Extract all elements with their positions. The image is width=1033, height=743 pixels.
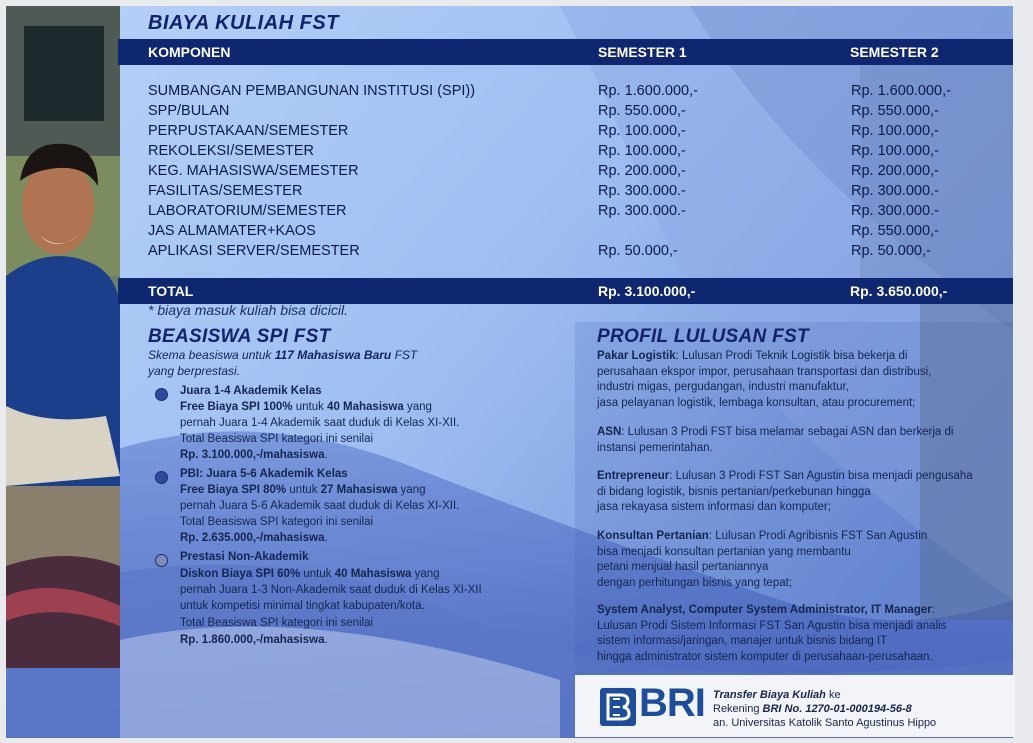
- fee-row: REKOLEKSI/SEMESTER Rp. 100.000,- Rp. 100.000,-: [148, 143, 939, 159]
- scholarship-item-amount: Rp. 2.635.000,-/mahasiswa.: [180, 532, 328, 544]
- account-holder: an. Universitas Katolik Santo Agustinus Hippo: [713, 717, 937, 729]
- scholarship-item-title: PBI: Juara 5-6 Akademik Kelas: [180, 468, 348, 480]
- fee-row: SPP/BULAN Rp. 550.000,- Rp. 550.000,-: [148, 103, 939, 119]
- bri-logo-icon: [599, 687, 637, 727]
- scholarship-intro-2: yang berprestasi.: [148, 364, 241, 378]
- scholarship-item-line: Total Beasiswa SPI kategori ini senilai: [180, 433, 374, 445]
- total-semester-1: Rp. 3.100.000,-: [598, 283, 696, 299]
- scholarship-item-line: Free Biaya SPI 100% untuk 40 Mahasiswa yang: [180, 401, 432, 413]
- bri-logo-text: BRI: [639, 681, 705, 725]
- total-semester-2: Rp. 3.650.000,-: [850, 283, 948, 299]
- scholarship-item-title: Prestasi Non-Akademik: [180, 551, 309, 563]
- fee-title: BIAYA KULIAH FST: [148, 12, 339, 34]
- profile-entry: ASN: Lulusan 3 Prodi FST bisa melamar sebagai ASN dan berkerja di instansi pemerintahan.: [597, 426, 954, 454]
- scholarship-item-line: Diskon Biaya SPI 60% untuk 40 Mahasiswa yang: [180, 568, 440, 580]
- bullet-icon: [155, 471, 168, 484]
- scholarship-item-line: Free Biaya SPI 80% untuk 27 Mahasiswa yang: [180, 484, 426, 496]
- bullet-icon: [155, 554, 168, 567]
- bullet-icon: [155, 388, 168, 401]
- profile-entry: Entrepreneur: Lulusan 3 Prodi FST San Agustin bisa menjadi pengusaha di bidang logistik, bisnis pertanian/perkebunan hingga jasa rekayasa sistem informasi dan komputer;: [597, 470, 973, 513]
- scholarship-item-line: Total Beasiswa SPI kategori ini senilai: [180, 617, 374, 629]
- scholarship-item-line: pernah Juara 5-6 Akademik saat duduk di Kelas XI-XII.: [180, 500, 460, 512]
- transfer-label: Transfer Biaya Kuliah ke: [713, 689, 841, 701]
- scholarship-item-line: untuk kompetisi minimal tingkat kabupaten/kota.: [180, 600, 425, 612]
- fee-row: APLIKASI SERVER/SEMESTER Rp. 50.000,- Rp. 50.000,-: [148, 243, 931, 259]
- profile-entry: System Analyst, Computer System Administrator, IT Manager: Lulusan Prodi Sistem Informasi FST San Agustin bisa menjadi analis sistem informasi/jaringan, manajer untuk bisnis bidang IT hingga administrator sistem komputer di perusahaan-perusahaan.: [597, 604, 947, 663]
- scholarship-intro: Skema beasiswa untuk 117 Mahasiswa Baru FST: [148, 348, 418, 362]
- total-label: TOTAL: [148, 283, 194, 299]
- header-semester-1: SEMESTER 1: [598, 44, 687, 60]
- scholarship-item-amount: Rp. 1.860.000,-/mahasiswa.: [180, 634, 328, 646]
- account-number: Rekening BRI No. 1270-01-000194-56-8: [713, 703, 912, 715]
- fee-row: FASILITAS/SEMESTER Rp. 300.000.- Rp. 300.000.-: [148, 183, 939, 199]
- scholarship-item-line: pernah Juara 1-3 Non-Akademik saat duduk di Kelas XI-XII: [180, 584, 482, 596]
- profile-entry: Pakar Logistik: Lulusan Prodi Teknik Logistik bisa bekerja di perusahaan ekspor impor, perusahaan transportasi dan distribusi, industri migas, pergudangan, industri manufaktur, jasa pelayanan logistik, lembaga konsultan, atau procurement;: [597, 350, 932, 409]
- profile-entry: Konsultan Pertanian: Lulusan Prodi Agribisnis FST San Agustin bisa menjadi konsultan pertanian yang membantu petani menjual hasil pertaniannya dengan perhitungan bisnis yang tepat;: [597, 530, 928, 589]
- scholarship-item-line: Total Beasiswa SPI kategori ini senilai: [180, 516, 374, 528]
- fee-total-row: [118, 278, 1013, 304]
- fee-row: LABORATORIUM/SEMESTER Rp. 300.000.- Rp. 300.000.-: [148, 203, 939, 219]
- fee-row: JAS ALMAMATER+KAOS Rp. 550.000,-: [148, 223, 939, 239]
- fee-row: PERPUSTAKAAN/SEMESTER Rp. 100.000,- Rp. 100.000,-: [148, 123, 939, 139]
- scholarship-item-line: pernah Juara 1-4 Akademik saat duduk di Kelas XI-XII.: [180, 417, 460, 429]
- header-semester-2: SEMESTER 2: [850, 44, 939, 60]
- bank-transfer-box: [575, 675, 1015, 737]
- header-component: KOMPONEN: [148, 44, 231, 60]
- profile-title: PROFIL LULUSAN FST: [597, 326, 809, 347]
- scholarship-item-title: Juara 1-4 Akademik Kelas: [180, 385, 322, 397]
- fee-table-header: [118, 39, 1013, 65]
- student-photo: [6, 6, 120, 668]
- installment-note: * biaya masuk kuliah bisa dicicil.: [148, 302, 348, 318]
- fee-row: KEG. MAHASISWA/SEMESTER Rp. 200.000,- Rp. 200.000,-: [148, 163, 939, 179]
- scholarship-item-amount: Rp. 3.100.000,-/mahasiswa.: [180, 449, 328, 461]
- scholarship-title: BEASISWA SPI FST: [148, 326, 331, 347]
- fee-row: SUMBANGAN PEMBANGUNAN INSTITUSI (SPI)) Rp. 1.600.000,- Rp. 1.600.000,-: [148, 83, 951, 99]
